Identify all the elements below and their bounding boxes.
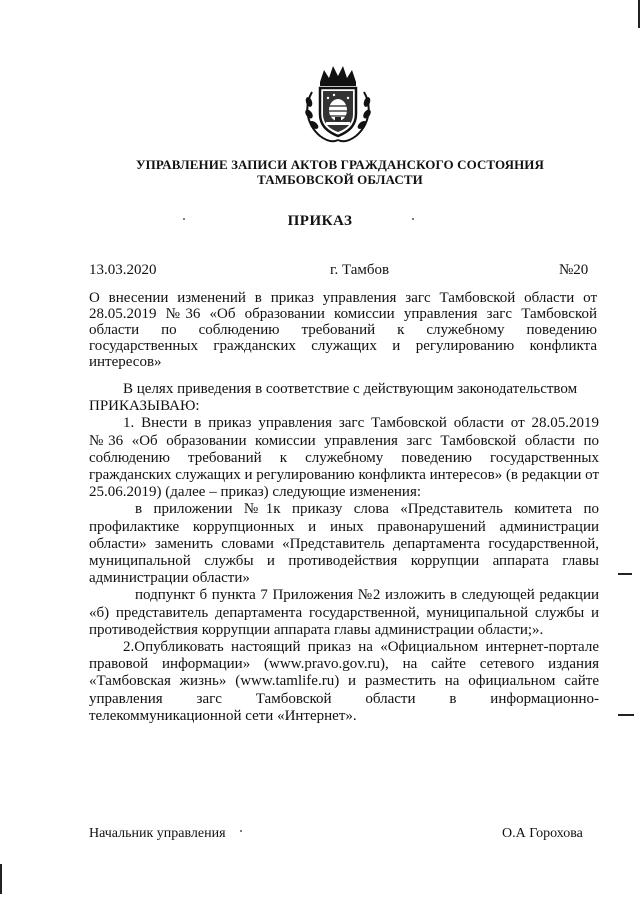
scan-edge-mark bbox=[618, 573, 632, 575]
document-date: 13.03.2020 bbox=[89, 262, 157, 278]
document-title: ПРИКАЗ bbox=[287, 213, 353, 229]
item-1-amendment-a: в приложении №1к приказу слова «Представитель комитета по профилактике коррупционных и иных правонарушений администрации области» заменить словами «Представитель департамента государственной, муниципальной службы и противодействия коррупции аппарата главы администрации области» bbox=[89, 501, 599, 587]
coat-of-arms-icon bbox=[298, 62, 378, 144]
scan-speck bbox=[240, 830, 242, 832]
order-word: ПРИКАЗЫВАЮ: bbox=[89, 398, 200, 415]
document-body bbox=[89, 381, 599, 725]
scan-edge-mark bbox=[0, 864, 2, 894]
item-1: 1. Внести в приказ управления загс Тамбовской области от 28.05.2019 №36 «Об образовании комиссии управления загс Тамбовской области по соблюдению требований к служебному поведению государственных гражданских служащих и регулированию конфликта интересов» (в редакции от 25.06.2019) (далее – приказ) следующие изменения: bbox=[89, 415, 599, 501]
document-subject: О внесении изменений в приказ управления загс Тамбовской области от 28.05.2019 №36 «Об образовании комиссии управления загс Тамбовской области по соблюдению требований к служебному поведению государственных гражданских служащих и регулированию конфликта интересов» bbox=[89, 290, 597, 370]
scan-speck bbox=[412, 218, 414, 220]
scan-edge-mark bbox=[618, 714, 634, 716]
item-2: 2.Опубликовать настоящий приказ на «Официальном интернет-портале правовой информации» (www.pravo.gov.ru), на сайте сетевого издания «Тамбовская жизнь» (www.tamlife.ru) и разместить на официальном сайте управления загс Тамбовской области в информационно-телекоммуникационной сети «Интернет». bbox=[89, 639, 599, 724]
signature-name: О.А Горохова bbox=[502, 826, 583, 841]
document-city: г. Тамбов bbox=[330, 262, 390, 278]
scan-speck bbox=[183, 218, 185, 220]
intro-paragraph: В целях приведения в соответствие с действующим законодательством bbox=[123, 381, 578, 397]
agency-name-line1: УПРАВЛЕНИЕ ЗАПИСИ АКТОВ ГРАЖДАНСКОГО СОСТОЯНИЯ bbox=[136, 157, 544, 172]
document-number: №20 bbox=[559, 262, 589, 278]
item-1-amendment-b: подпункт б пункта 7 Приложения №2 изложить в следующей редакции «б) представитель департамента государственной, муниципальной службы и противодействия коррупции аппарата главы администрации области;». bbox=[89, 587, 599, 638]
signature-position: Начальник управления bbox=[89, 826, 226, 841]
agency-name-line2: ТАМБОВСКОЙ ОБЛАСТИ bbox=[257, 172, 423, 187]
